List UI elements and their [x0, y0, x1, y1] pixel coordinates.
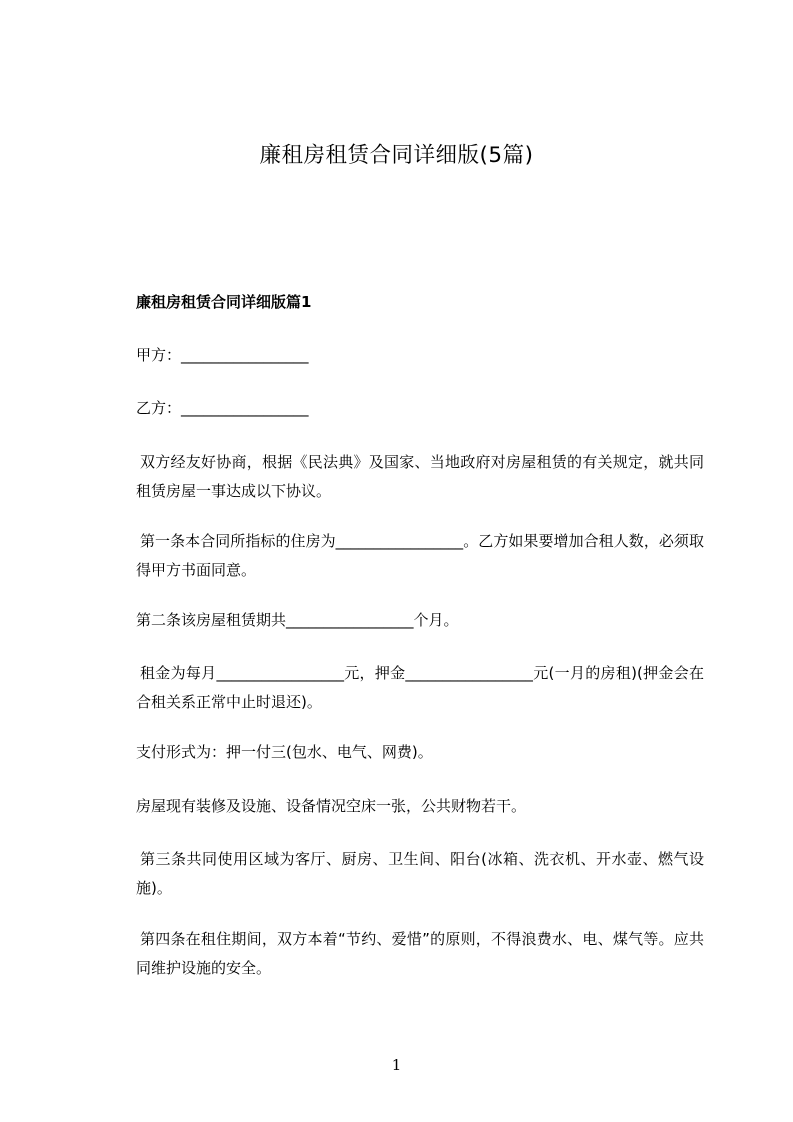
article-1-paragraph [136, 527, 704, 585]
article-3-text: 第三条共同使用区域为客厅、厨房、卫生间、阳台(冰箱、洗衣机、开水壶、燃气设施)。 [136, 850, 704, 897]
payment-paragraph: 支付形式为：押一付三(包水、电气、网费)。 [136, 743, 433, 761]
article-2-paragraph: 第二条该房屋租赁期共_________________个月。 [136, 611, 459, 629]
section-heading: 廉租房租赁合同详细版篇1 [136, 293, 312, 311]
article-1-text: 第一条本合同所指标的住房为_________________。乙方如果要增加合租人数，必须取得甲方书面同意。 [136, 532, 704, 579]
article-3-paragraph [136, 845, 704, 903]
intro-text: 双方经友好协商，根据《民法典》及国家、当地政府对房屋租赁的有关规定，就共同租赁房屋一事达成以下协议。 [136, 453, 704, 500]
rent-paragraph [136, 659, 704, 717]
facilities-paragraph: 房屋现有装修及设施、设备情况空床一张，公共财物若干。 [136, 797, 527, 815]
article-4-paragraph [136, 925, 704, 983]
intro-paragraph [136, 448, 704, 506]
document-title: 廉租房租赁合同详细版(5篇) [259, 143, 534, 168]
rent-text: 租金为每月_________________元，押金_________________元(一月的房租)(押金会在合租关系正常中止时退还)。 [136, 664, 704, 711]
article-4-text: 第四条在租住期间，双方本着“节约、爱惜”的原则，不得浪费水、电、煤气等。应共同维护设施的安全。 [136, 930, 704, 977]
party-a-line: 甲方：_________________ [136, 346, 309, 364]
page-number: 1 [391, 1056, 402, 1074]
party-b-line: 乙方：_________________ [136, 399, 309, 417]
